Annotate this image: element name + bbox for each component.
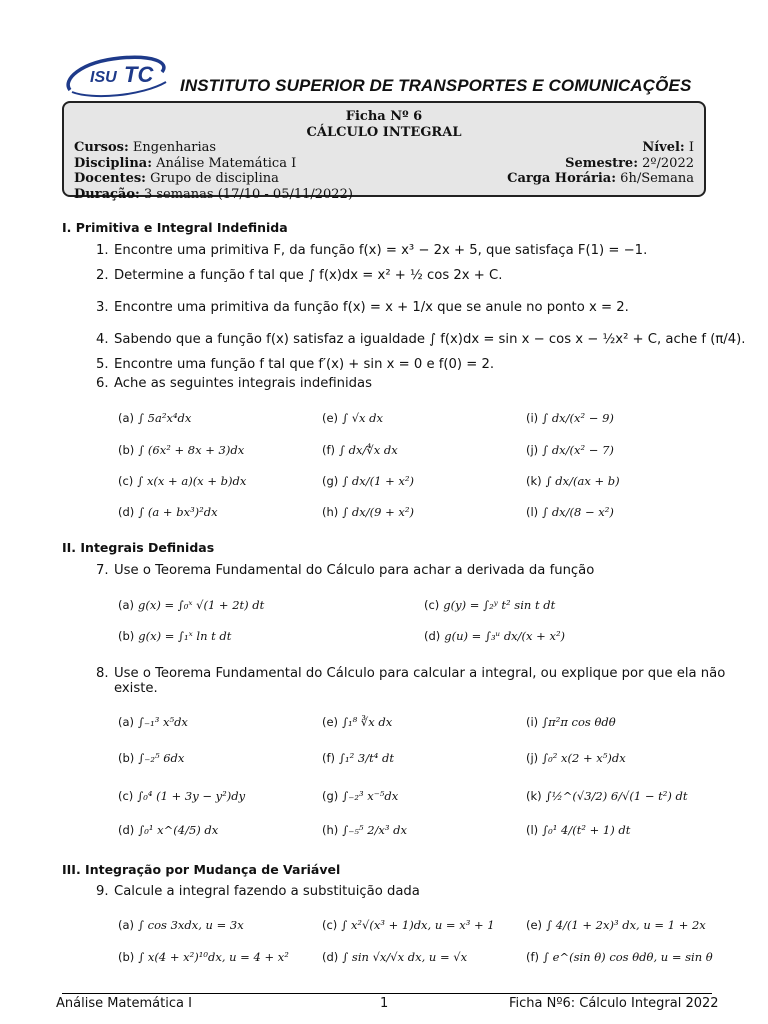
question-text: Use o Teorema Fundamental do Cálculo para calcular a integral, ou explique por que ela não (114, 666, 726, 681)
institution-name: INSTITUTO SUPERIOR DE TRANSPORTES E COMUNICAÇÕES (180, 76, 692, 95)
exercise-item (118, 443, 244, 457)
duracao-label: Duração: (74, 186, 140, 202)
disciplina-value: Análise Matemática I (156, 155, 297, 171)
exercise-item (118, 823, 218, 837)
info-row (64, 156, 704, 172)
docentes-label: Docentes: (74, 171, 146, 186)
exercise-item (118, 789, 245, 803)
section-heading: II. Integrais Definidas (62, 540, 215, 555)
exercise-item (118, 918, 244, 932)
math-expression: ∫₀¹ 4/(t² + 1) dt (542, 823, 631, 837)
item-label: (k) (526, 474, 542, 488)
item-label: (a) (118, 411, 135, 425)
footer-divider (62, 993, 712, 994)
exercise-item (424, 598, 555, 612)
exercise-item (322, 789, 398, 803)
question-number: 1. (96, 243, 109, 258)
cursos-label: Cursos: (74, 140, 129, 155)
item-label: (f) (322, 751, 336, 765)
math-expression: ∫ (a + bx³)²dx (138, 505, 218, 519)
item-label: (d) (322, 950, 339, 964)
item-label: (j) (526, 443, 539, 457)
exercise-item (118, 629, 231, 643)
question-number: 5. (96, 357, 109, 372)
question-number: 2. (96, 268, 109, 283)
math-expression: ∫₁² 3/t⁴ dt (339, 751, 394, 765)
math-expression: g(u) = ∫₃ᵘ dx/(x + x²) (444, 629, 566, 643)
math-expression: ∫ dx/(8 − x²) (542, 505, 614, 519)
math-expression: ∫₀² x(2 + x⁵)dx (542, 751, 626, 765)
exercise-item (322, 950, 467, 964)
section-heading: III. Integração por Mudança de Variável (62, 862, 341, 877)
math-expression: ∫₋₂⁵ 6dx (138, 751, 185, 765)
math-expression: ∫π²π cos θdθ (542, 715, 616, 729)
question-text: Calcule a integral fazendo a substituição dada (114, 884, 420, 899)
item-label: (a) (118, 598, 135, 612)
exercise-item (118, 411, 191, 425)
item-label: (c) (118, 474, 134, 488)
math-expression: ∫₋₁³ x⁵dx (138, 715, 188, 729)
question-number: 6. (96, 376, 109, 391)
item-label: (k) (526, 789, 542, 803)
question-text: Determine a função f tal que ∫ f(x)dx = x² + ½ cos 2x + C. (114, 268, 503, 283)
question-6 (96, 376, 372, 391)
math-expression: ∫ x(x + a)(x + b)dx (137, 474, 247, 488)
svg-text:TC: TC (124, 62, 154, 87)
item-label: (a) (118, 715, 135, 729)
item-label: (l) (526, 823, 539, 837)
math-expression: ∫ cos 3xdx, u = 3x (138, 918, 244, 932)
question-text: Encontre uma primitiva F, da função f(x) = x³ − 2x + 5, que satisfaça F(1) = −1. (114, 243, 648, 258)
item-label: (h) (322, 505, 339, 519)
exercise-item (526, 918, 706, 932)
exercise-item (526, 443, 614, 457)
item-label: (f) (322, 443, 336, 457)
question-5 (96, 357, 494, 372)
item-label: (d) (424, 629, 441, 643)
question-7 (96, 563, 594, 578)
nivel-value: I (688, 140, 694, 155)
item-label: (c) (118, 789, 134, 803)
docentes-value: Grupo de disciplina (150, 171, 279, 186)
exercise-item (526, 505, 614, 519)
math-expression: ∫₋₅⁵ 2/x³ dx (342, 823, 407, 837)
item-label: (l) (526, 505, 539, 519)
exercise-item (322, 918, 495, 932)
item-label: (e) (526, 918, 543, 932)
sheet-subtitle: CÁLCULO INTEGRAL (306, 124, 462, 140)
question-number: 8. (96, 666, 109, 681)
nivel-label: Nível: (642, 140, 685, 155)
question-1 (96, 243, 647, 258)
footer-sheet-title: Ficha Nº6: Cálculo Integral 2022 (509, 996, 719, 1011)
question-text: Sabendo que a função f(x) satisfaz a igualdade ∫ f(x)dx = sin x − cos x − ½x² + C, ache f (π/4). (114, 332, 746, 347)
exercise-item (526, 950, 713, 964)
exercise-item (118, 751, 184, 765)
item-label: (b) (118, 751, 135, 765)
math-expression: ∫ (6x² + 8x + 3)dx (138, 443, 245, 457)
question-text: Use o Teorema Fundamental do Cálculo para achar a derivada da função (114, 563, 595, 578)
math-expression: ∫₀⁴ (1 + 3y − y²)dy (137, 789, 246, 803)
math-expression: ∫ x²√(x³ + 1)dx, u = x³ + 1 (341, 918, 495, 932)
isutc-logo (62, 52, 174, 100)
exercise-item (526, 751, 626, 765)
exercise-item (526, 411, 614, 425)
exercise-item (322, 443, 398, 457)
question-8-continuation: existe. (114, 681, 158, 696)
question-number: 7. (96, 563, 109, 578)
item-label: (g) (322, 474, 339, 488)
item-label: (f) (526, 950, 540, 964)
item-label: (i) (526, 715, 539, 729)
exercise-item (526, 474, 620, 488)
page-number: 1 (380, 996, 389, 1011)
math-expression: ∫ x(4 + x²)¹⁰dx, u = 4 + x² (138, 950, 289, 964)
exercise-item (322, 823, 407, 837)
item-label: (e) (322, 715, 339, 729)
question-text: Encontre uma função f tal que f′(x) + sin x = 0 e f(0) = 2. (114, 357, 495, 372)
item-label: (h) (322, 823, 339, 837)
math-expression: ∫ e^(sin θ) cos θdθ, u = sin θ (543, 950, 713, 964)
exercise-item (118, 474, 246, 488)
math-expression: g(y) = ∫₂ʸ t² sin t dt (443, 598, 556, 612)
item-label: (b) (118, 950, 135, 964)
question-3 (96, 300, 629, 315)
math-expression: ∫ dx/(1 + x²) (342, 474, 414, 488)
exercise-item (118, 715, 188, 729)
question-4 (96, 332, 745, 347)
math-expression: ∫₁⁸ ∛x dx (342, 715, 393, 729)
item-label: (e) (322, 411, 339, 425)
item-label: (j) (526, 751, 539, 765)
math-expression: ∫ sin √x/√x dx, u = √x (342, 950, 468, 964)
item-label: (i) (526, 411, 539, 425)
disciplina-label: Disciplina: (74, 155, 153, 171)
question-number: 9. (96, 884, 109, 899)
cursos-value: Engenharias (132, 140, 217, 155)
info-row (64, 171, 704, 187)
exercise-item (322, 751, 394, 765)
exercise-item (118, 505, 218, 519)
exercise-item (526, 715, 616, 729)
sheet-title: Ficha Nº 6 (345, 109, 423, 124)
math-expression: ∫ dx/∜x dx (339, 443, 398, 457)
question-8 (96, 666, 725, 681)
exercise-item (118, 950, 289, 964)
exercise-item (322, 715, 392, 729)
math-expression: ∫ 5a²x⁴dx (138, 411, 192, 425)
question-number: 3. (96, 300, 109, 315)
svg-text:ISU: ISU (90, 69, 117, 86)
math-expression: g(x) = ∫₀ˣ √(1 + 2t) dt (138, 598, 265, 612)
question-2 (96, 268, 502, 283)
exercise-item (526, 823, 630, 837)
item-label: (d) (118, 823, 135, 837)
question-text: Ache as seguintes integrais indefinidas (114, 376, 372, 391)
math-expression: ∫₀¹ x^(4/5) dx (138, 823, 219, 837)
math-expression: ∫₋₂³ x⁻⁵dx (342, 789, 399, 803)
math-expression: ∫ √x dx (342, 411, 384, 425)
math-expression: ∫ dx/(x² − 9) (542, 411, 614, 425)
item-label: (c) (322, 918, 338, 932)
item-label: (d) (118, 505, 135, 519)
item-label: (g) (322, 789, 339, 803)
exercise-item (322, 474, 414, 488)
item-label: (b) (118, 629, 135, 643)
item-label: (c) (424, 598, 440, 612)
exercise-item (322, 505, 414, 519)
math-expression: ∫ 4/(1 + 2x)³ dx, u = 1 + 2x (546, 918, 706, 932)
carga-label: Carga Horária: (507, 171, 617, 186)
semestre-label: Semestre: (565, 155, 638, 171)
math-expression: g(x) = ∫₁ˣ ln t dt (138, 629, 232, 643)
math-expression: ∫½^(√3/2) 6/√(1 − t²) dt (545, 789, 688, 803)
carga-value: 6h/Semana (620, 171, 694, 186)
item-label: (a) (118, 918, 135, 932)
math-expression: ∫ dx/(x² − 7) (542, 443, 614, 457)
question-text: Encontre uma primitiva da função f(x) = x + 1/x que se anule no ponto x = 2. (114, 300, 629, 315)
item-label: (b) (118, 443, 135, 457)
math-expression: ∫ dx/(9 + x²) (342, 505, 414, 519)
math-expression: ∫ dx/(ax + b) (545, 474, 620, 488)
course-info-box (62, 101, 706, 202)
exercise-item (526, 789, 688, 803)
exercise-item (322, 411, 383, 425)
section-heading: I. Primitiva e Integral Indefinida (62, 220, 288, 235)
question-9 (96, 884, 420, 899)
info-row (64, 140, 704, 156)
duracao-value: 3 semanas (17/10 - 05/11/2022) (143, 186, 353, 202)
exercise-item (424, 629, 565, 643)
exercise-item (118, 598, 264, 612)
question-number: 4. (96, 332, 109, 347)
semestre-value: 2º/2022 (642, 155, 694, 171)
info-row (64, 187, 704, 203)
footer-course: Análise Matemática I (56, 996, 192, 1011)
